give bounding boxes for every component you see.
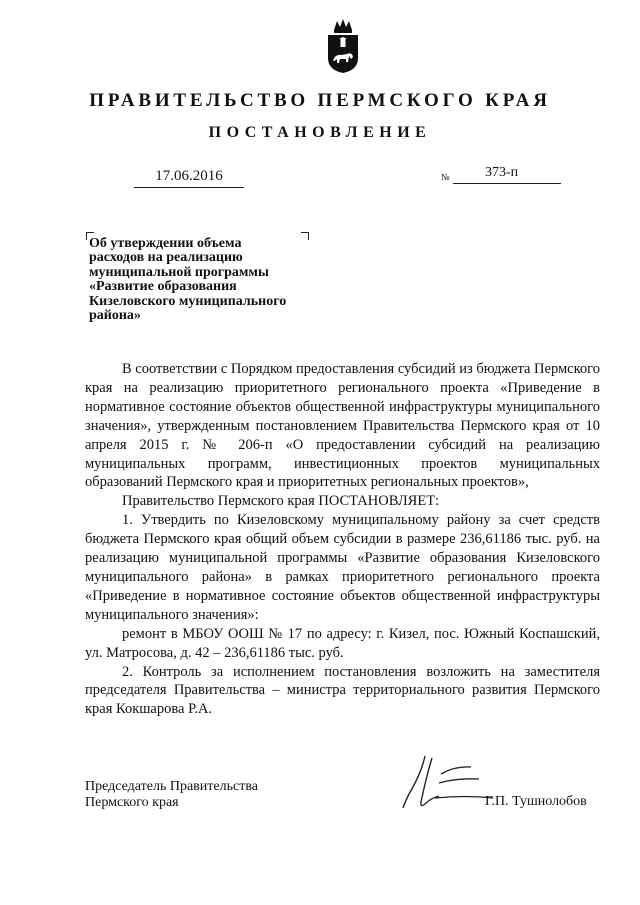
signatory-position-line: Председатель Правительства [85, 779, 258, 794]
document-subject [89, 237, 314, 323]
subject-line: «Развитие образования [89, 279, 237, 295]
body-paragraph: ремонт в МБОУ ООШ № 17 по адресу: г. Кизел, пос. Южный Коспашский, ул. Матросова, д. 42 – 236,61186 тыс. руб. [85, 625, 600, 661]
document-number: 373-п [453, 165, 561, 184]
government-title: ПРАВИТЕЛЬСТВО ПЕРМСКОГО КРАЯ [89, 90, 551, 111]
body-paragraph: Правительство Пермского края ПОСТАНОВЛЯЕТ: [122, 493, 440, 510]
subject-line: Кизеловского муниципального [89, 293, 287, 309]
document-date: 17.06.2016 [134, 168, 244, 188]
subject-line: Об утверждении объема [89, 236, 242, 251]
body-paragraph: 1. Утвердить по Кизеловскому муниципальному району за счет средств бюджета Пермского края общий объем субсидии в размере 236,61186 тыс. руб. на реализацию муниципальной программы «Развитие образования Кизеловского муниципального района» в рамках приоритетного регионального проекта «Приведение в нормативное состояние объектов общественной инфраструктуры муниципального значения»: [85, 512, 600, 623]
signatory-position [85, 779, 258, 810]
document-type: ПОСТАНОВЛЕНИЕ [208, 124, 432, 141]
body-paragraph: 2. Контроль за исполнением постановления возложить на заместителя председателя Правительства – министра территориального развития Пермского края Кокшарова Р.А. [85, 663, 600, 718]
subject-line: района» [89, 308, 141, 324]
signatory-position-line: Пермского края [85, 794, 179, 810]
number-label: № [441, 172, 450, 182]
coat-of-arms-icon [324, 18, 362, 74]
subject-line: расходов на реализацию [89, 250, 243, 266]
document-body [85, 360, 600, 719]
body-paragraph: В соответствии с Порядком предоставления субсидий из бюджета Пермского края на реализацию приоритетного регионального проекта «Приведение в нормативное состояние объектов общественной инфраструктуры муниципального значения», утвержденным постановлением Правительства Пермского края от 10 апреля 2015 г. № 206-п «О предоставлении субсидий на реализацию муниципальных программ, инвестиционных проектов муниципальных образований Пермского края и приоритетных региональных проектов», [85, 361, 600, 491]
signatory-name: Г.П. Тушнолобов [485, 794, 587, 809]
subject-line: муниципальной программы [89, 264, 269, 280]
